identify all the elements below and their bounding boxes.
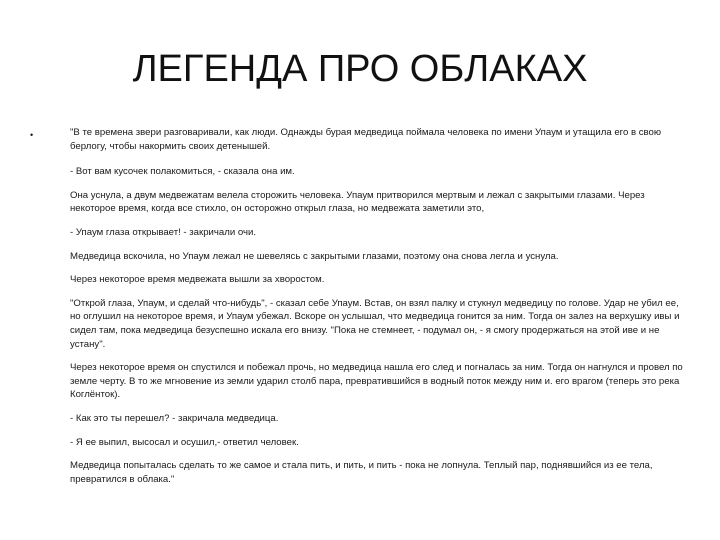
paragraph: - Вот вам кусочек полакомиться, - сказала она им. <box>70 166 295 178</box>
legend-text <box>70 126 690 486</box>
paragraph: Через некоторое время медвежата вышли за хворостом. <box>70 274 325 286</box>
paragraph: Медведица вскочила, но Упаум лежал не шевелясь с закрытыми глазами, поэтому она снова легла и уснула. <box>70 250 559 262</box>
paragraph: "В те времена звери разговаривали, как люди. Однажды бурая медведица поймала человека по имени Упаум и утащила его в свою берлогу, чтобы накормить своих детенышей. <box>70 127 662 152</box>
slide-body <box>30 126 690 496</box>
paragraph: - Как это ты перешел? - закричала медведица. <box>70 412 279 424</box>
bullet-marker: • <box>30 130 34 140</box>
slide-title: ЛЕГЕНДА ПРО ОБЛАКАХ <box>132 48 588 90</box>
paragraph: - Упаум глаза открывает! - закричали очи. <box>70 226 257 238</box>
paragraph: - Я ее выпил, высосал и осушил,- ответил человек. <box>70 436 299 448</box>
paragraph: Через некоторое время он спустился и побежал прочь, но медведица нашла его след и погналась за ним. Тогда он нагнулся и провел по земле черту. В то же мгновение из земли ударил столб пара, превратившийся в водный поток между ним и. его врагом (теперь это река Коглёнток). <box>70 362 683 401</box>
paragraph: "Открой глаза, Упаум, и сделай что-нибудь", - сказал себе Упаум. Встав, он взял палку и стукнул медведицу по голове. Удар не убил ее, но оглушил на некоторое время, и Упаум убежал. Вскоре он услышал, что медведица гонится за ним. Тогда он залез на верхушку ивы и сидел там, пока медведица безуспешно искала его внизу. "Пока не стемнеет, - подумал он, - я смогу продержаться на этой иве и не устану". <box>70 297 680 350</box>
paragraph: Она уснула, а двум медвежатам велела сторожить человека. Упаум притворился мертвым и лежал с закрытыми глазами. Через некоторое время, когда все стихло, он осторожно открыл глаза, но медвежата заметили это, <box>70 189 645 215</box>
paragraph: Медведица попыталась сделать то же самое и стала пить, и пить, и пить - пока не лопнула. Теплый пар, поднявшийся из ее тела, превратился в облака." <box>70 460 653 485</box>
